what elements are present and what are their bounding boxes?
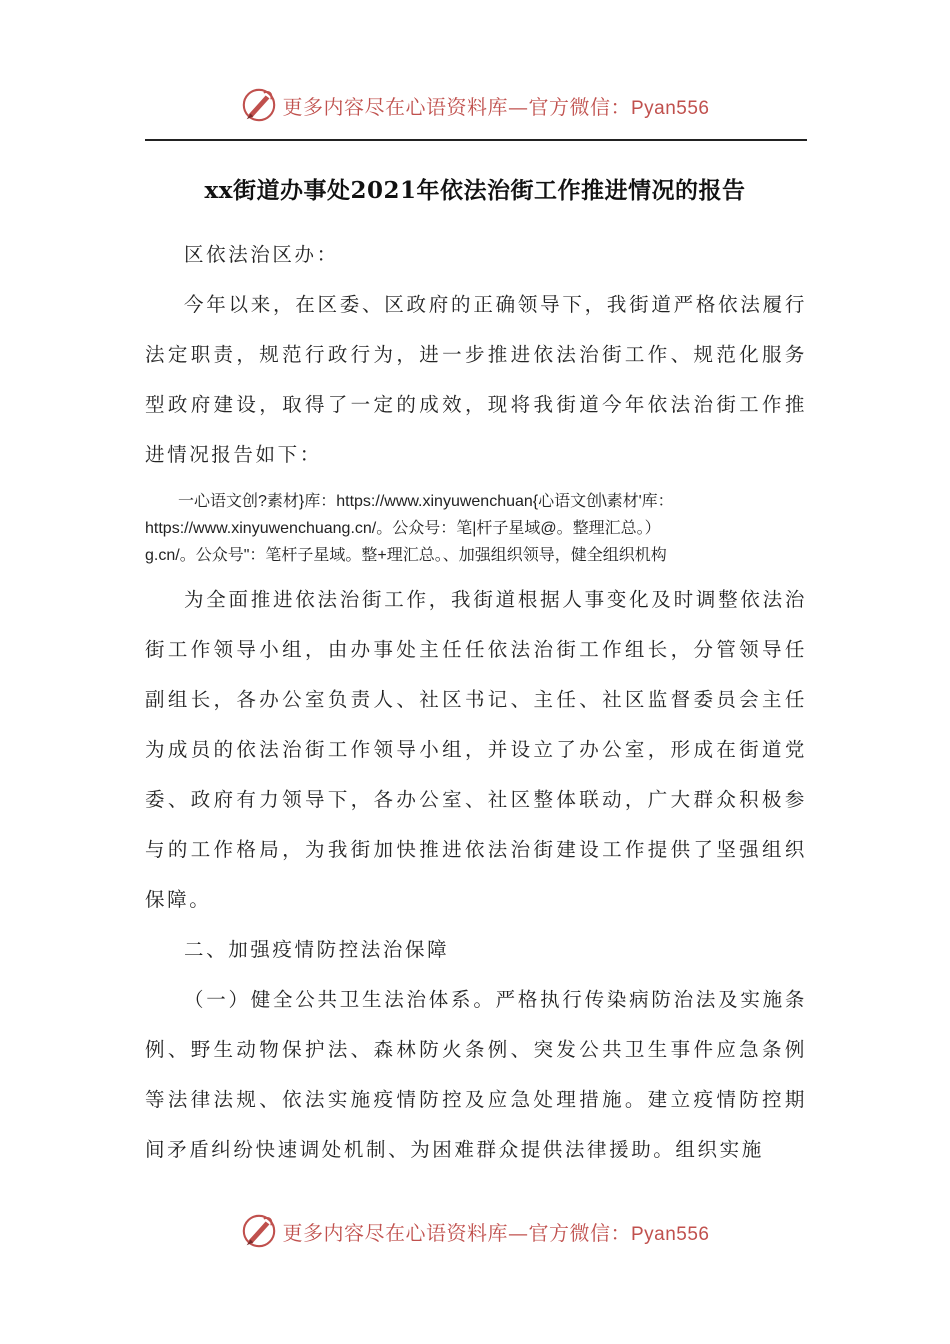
- banner-text: 更多内容尽在心语资料库—官方微信：Pyan556: [282, 94, 710, 119]
- banner-text: 更多内容尽在心语资料库—官方微信：Pyan556: [282, 1220, 710, 1245]
- footer-banner: [0, 1208, 950, 1254]
- source-note: [145, 488, 807, 569]
- wechat-id: Pyan556: [630, 97, 710, 119]
- header-banner: [0, 82, 950, 128]
- source-line: 一心语文创?素材}库：https://www.xinyuwenchuan{心语文创\素材'库：: [178, 493, 674, 510]
- pen-logo-icon: [240, 1212, 278, 1250]
- header-divider: [145, 139, 807, 141]
- document-body: [145, 230, 807, 1175]
- section-heading: 二、加强疫情防控法治保障: [184, 938, 450, 961]
- source-line: https://www.xinyuwenchuang.cn/。公众号：笔|杆子星域@。整理汇总。）: [145, 520, 661, 537]
- health-paragraph: （一）健全公共卫生法治体系。严格执行传染病防治法及实施条例、野生动物保护法、森林防火条例、突发公共卫生事件应急条例等法律法规、依法实施疫情防控及应急处理措施。建立疫情防控期间矛盾纠纷快速调处机制、为困难群众提供法律援助。组织实施: [145, 988, 807, 1161]
- document-title: xx街道办事处2021年依法治街工作推进情况的报告: [204, 177, 746, 204]
- pen-logo-icon: [240, 86, 278, 124]
- source-line: g.cn/。公众号"：笔杆子星域。整+理汇总。、加强组织领导，健全组织机构: [145, 547, 667, 564]
- intro-paragraph: 今年以来，在区委、区政府的正确领导下，我街道严格依法履行法定职责，规范行政行为，进一步推进依法治街工作、规范化服务型政府建设，取得了一定的成效，现将我街道今年依法治街工作推进情况报告如下：: [145, 293, 807, 466]
- organization-paragraph: 为全面推进依法治街工作，我街道根据人事变化及时调整依法治街工作领导小组，由办事处主任任依法治街工作组长，分管领导任副组长，各办公室负责人、社区书记、主任、社区监督委员会主任为成员的依法治街工作领导小组，并设立了办公室，形成在街道党委、政府有力领导下，各办公室、社区整体联动，广大群众积极参与的工作格局，为我街加快推进依法治街建设工作提供了坚强组织保障。: [145, 588, 807, 911]
- salutation: 区依法治区办：: [184, 243, 339, 266]
- wechat-id: Pyan556: [630, 1223, 710, 1245]
